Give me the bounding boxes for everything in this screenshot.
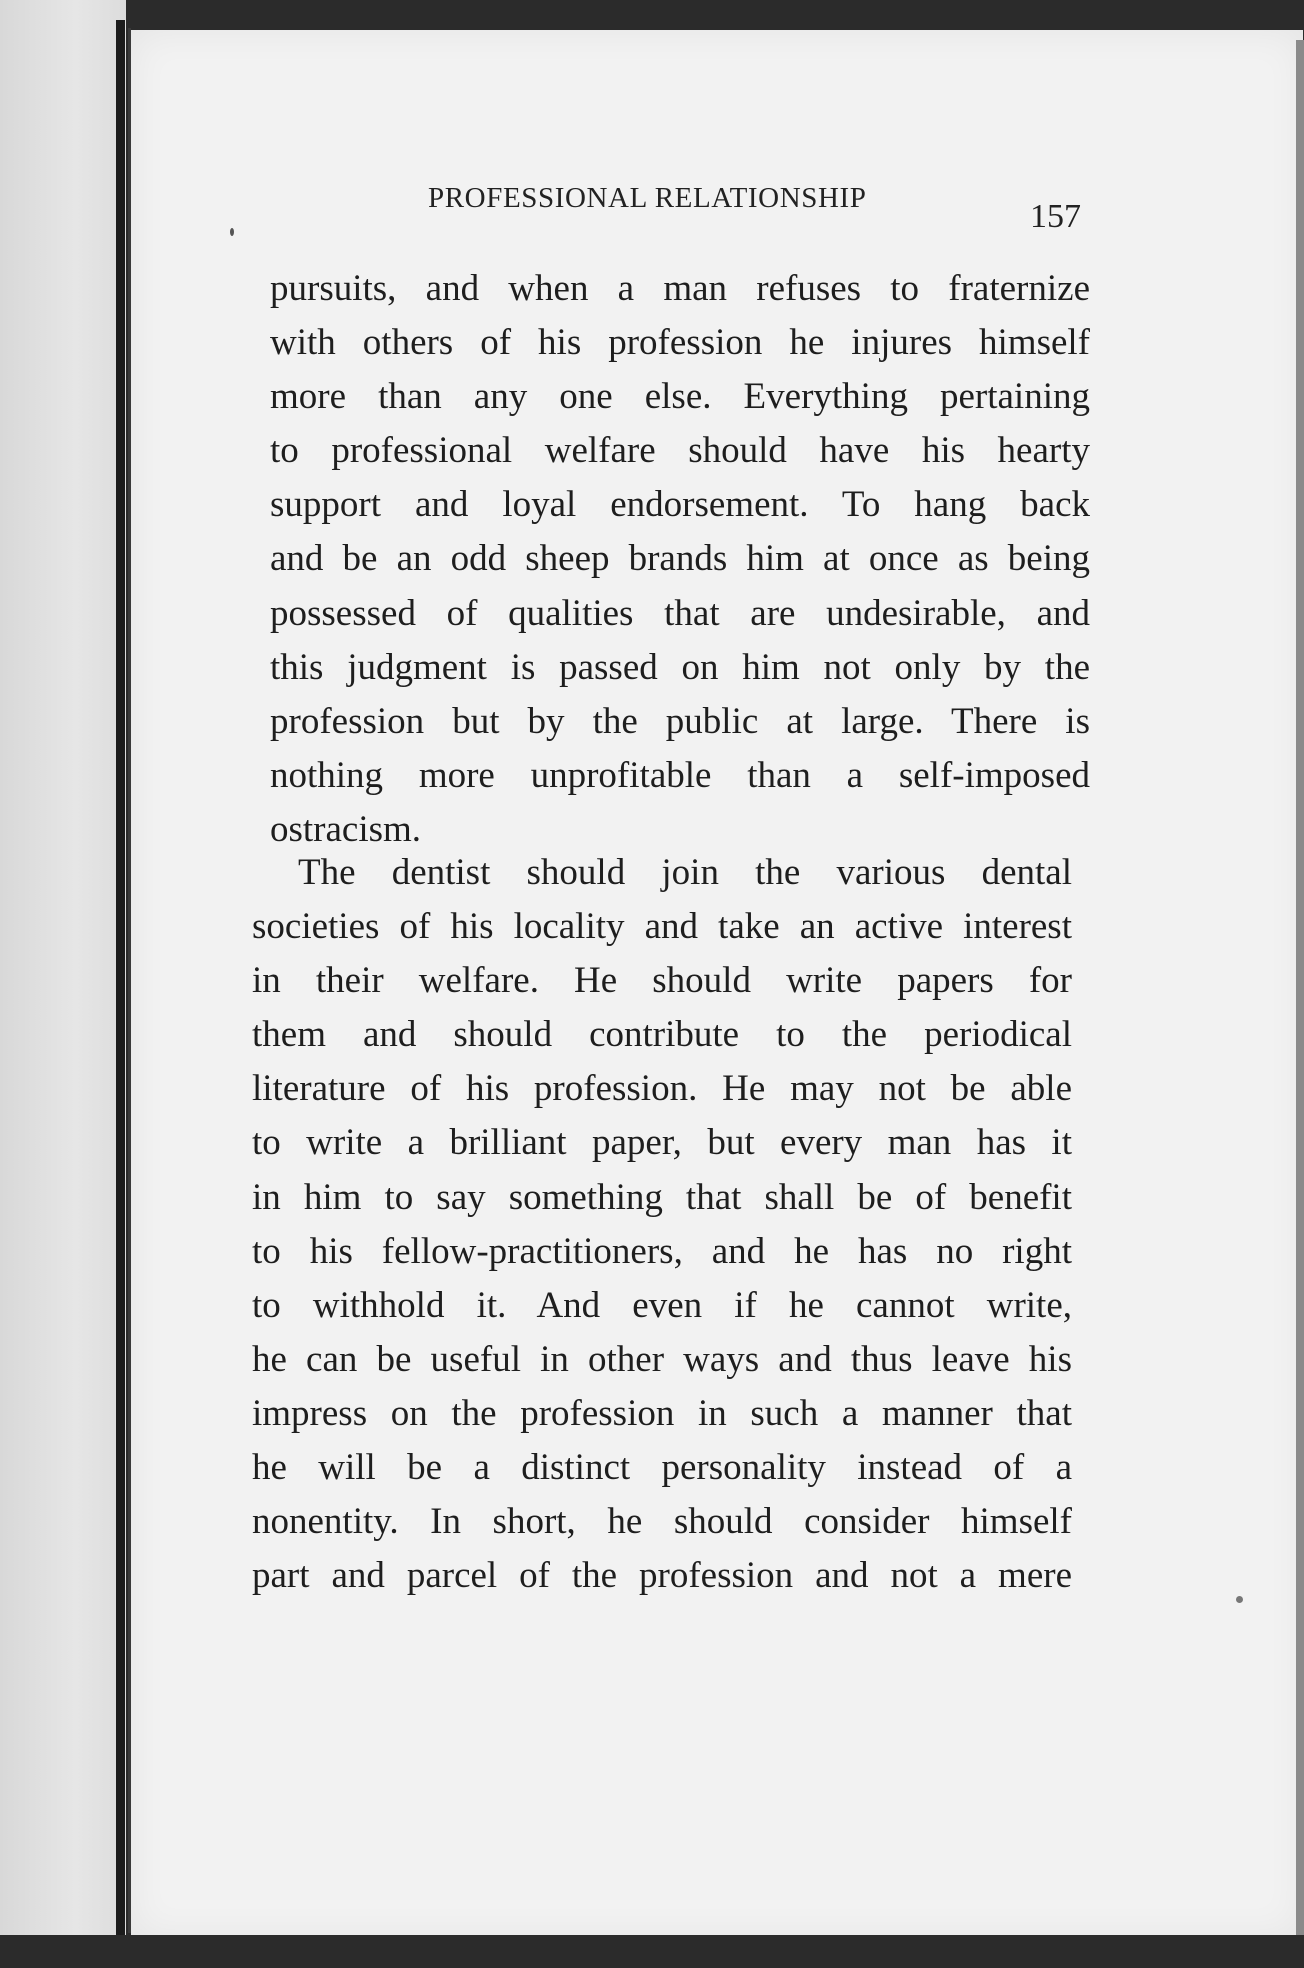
page-right-edge bbox=[1296, 40, 1304, 1940]
paragraph-2 bbox=[252, 846, 1072, 1603]
binding-gutter bbox=[116, 20, 125, 1935]
text-line: with others of his profession he injures himself bbox=[270, 322, 1090, 364]
text-line: profession but by the public at large. There is bbox=[270, 700, 1090, 742]
page-number: 157 bbox=[1030, 198, 1081, 235]
text-line: to his fellow-practitioners, and he has no right bbox=[252, 1230, 1072, 1272]
text-line: ostracism. bbox=[270, 808, 422, 850]
text-line: to professional welfare should have his hearty bbox=[270, 430, 1090, 472]
ink-speck bbox=[1236, 1596, 1243, 1603]
text-line: possessed of qualities that are undesirable, and bbox=[270, 592, 1090, 634]
facing-page-edge bbox=[0, 0, 126, 1968]
text-line: nonentity. In short, he should consider himself bbox=[252, 1501, 1072, 1543]
text-line: literature of his profession. He may not be able bbox=[252, 1068, 1072, 1110]
scan-bottom-border bbox=[0, 1935, 1304, 1968]
text-line: nothing more unprofitable than a self-imposed bbox=[270, 754, 1090, 796]
paragraph-1 bbox=[270, 262, 1090, 857]
text-line: and be an odd sheep brands him at once as being bbox=[270, 538, 1090, 580]
text-line: he will be a distinct personality instead of a bbox=[252, 1447, 1072, 1489]
text-line: support and loyal endorsement. To hang back bbox=[270, 484, 1090, 526]
text-line: in their welfare. He should write papers for bbox=[252, 960, 1072, 1002]
running-head-title: PROFESSIONAL RELATIONSHIP bbox=[428, 182, 867, 214]
text-line: he can be useful in other ways and thus leave his bbox=[252, 1338, 1072, 1380]
text-line: societies of his locality and take an active interest bbox=[252, 906, 1072, 948]
text-line: them and should contribute to the periodical bbox=[252, 1014, 1072, 1056]
ink-speck bbox=[230, 228, 234, 236]
text-line: this judgment is passed on him not only by the bbox=[270, 646, 1090, 688]
text-line: to withhold it. And even if he cannot write, bbox=[252, 1284, 1072, 1326]
text-line: in him to say something that shall be of benefit bbox=[252, 1176, 1072, 1218]
text-line: impress on the profession in such a manner that bbox=[252, 1392, 1072, 1434]
scan-top-border bbox=[0, 0, 1304, 22]
text-line: part and parcel of the profession and not a mere bbox=[252, 1555, 1072, 1597]
text-line: more than any one else. Everything pertaining bbox=[270, 376, 1090, 418]
text-line: to write a brilliant paper, but every man has it bbox=[252, 1122, 1072, 1164]
text-line: The dentist should join the various dental bbox=[298, 852, 1072, 893]
text-line: pursuits, and when a man refuses to fraternize bbox=[270, 268, 1090, 309]
